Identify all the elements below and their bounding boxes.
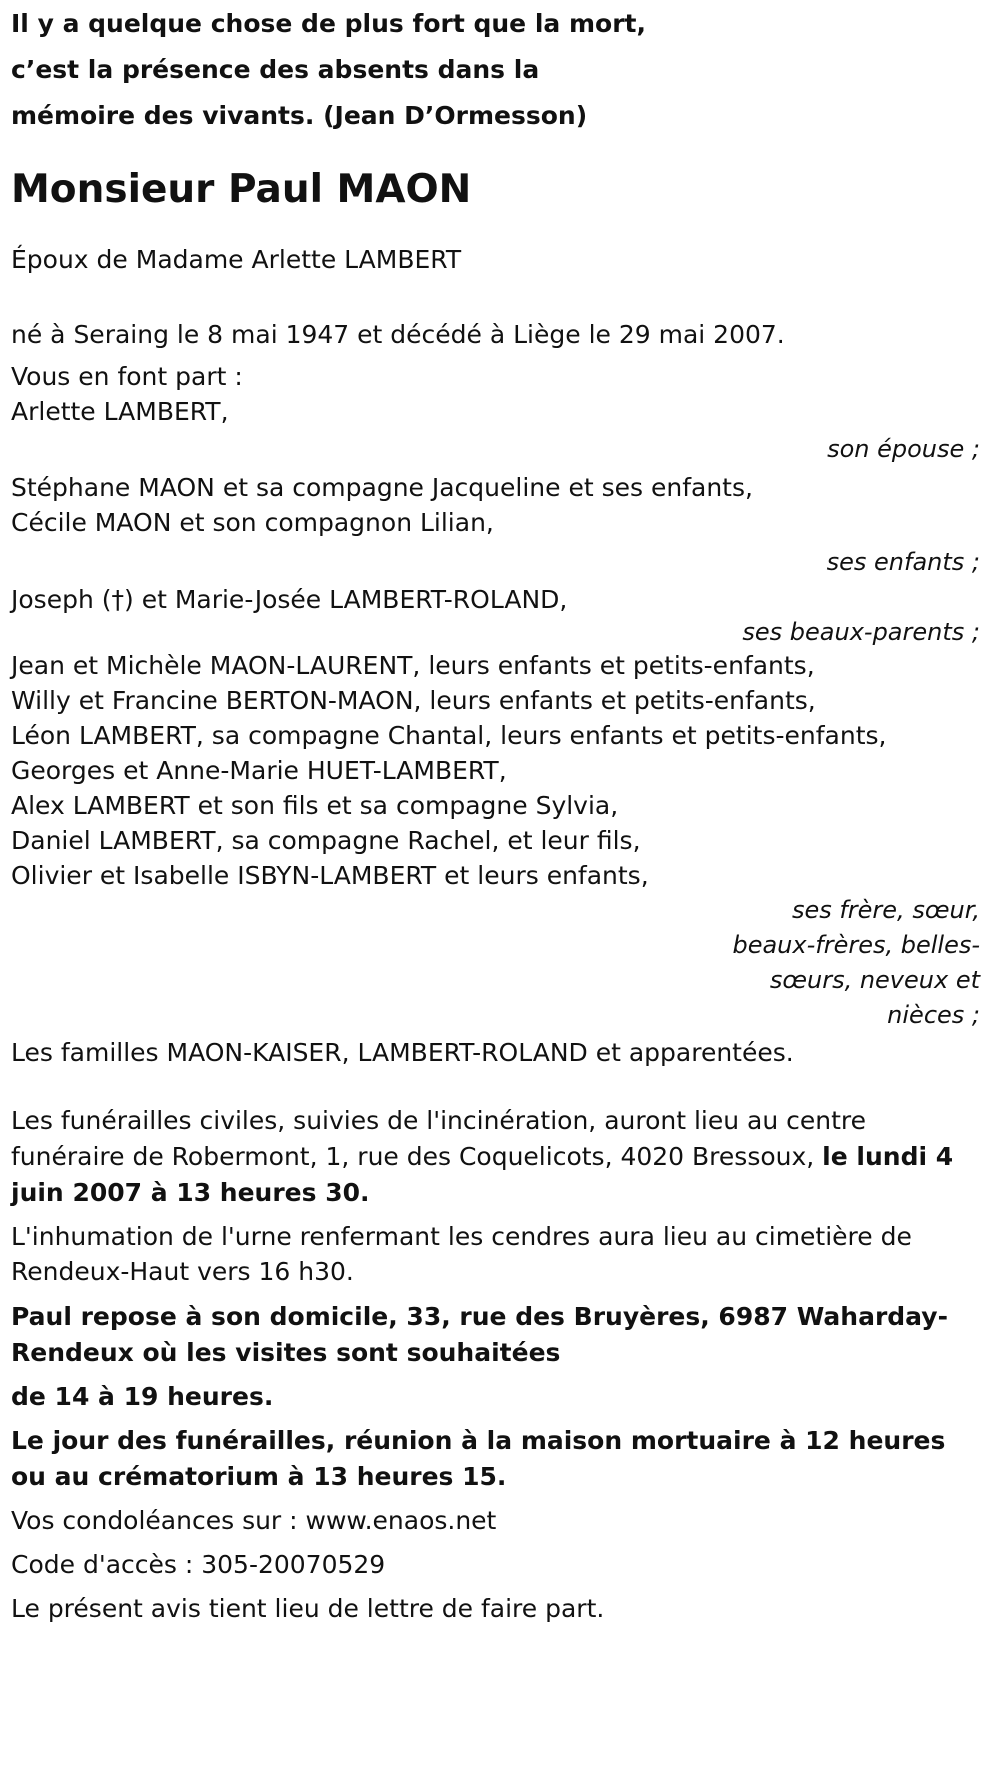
funeral-text: Les funérailles civiles, suivies de l'incinération, auront lieu au centre funéraire de Robermont, 1, rue des Coquelicots, 4020 Bressoux, [11,1106,867,1171]
family-line: Cécile MAON et son compagnon Lilian, [11,508,494,537]
repose-paragraph: Paul repose à son domicile, 33, rue des Bruyères, 6987 Waharday-Rendeux où les visites sont souhaitées [11,1302,948,1367]
visit-hours: de 14 à 19 heures. [11,1382,274,1411]
birth-death-line: né à Seraing le 8 mai 1947 et décédé à Liège le 29 mai 2007. [11,320,785,349]
meeting-paragraph: Le jour des funérailles, réunion à la maison mortuaire à 12 heures ou au crématorium à 13 heures 15. [11,1426,946,1491]
funeral-paragraph [11,1103,980,1211]
family-line: Willy et Francine BERTON-MAON, leurs enfants et petits-enfants, [11,686,816,715]
announcement-intro: Vous en font part : [11,362,243,391]
notice-line: Le présent avis tient lieu de lettre de faire part. [11,1594,605,1623]
quote-block [11,0,980,138]
relation-label: nièces ; [887,1001,980,1029]
family-group [11,648,980,1033]
relation-label: sœurs, neveux et [769,966,980,994]
family-line: Arlette LAMBERT, [11,397,229,426]
family-line: Jean et Michèle MAON-LAURENT, leurs enfants et petits-enfants, [11,651,815,680]
spouse-line: Époux de Madame Arlette LAMBERT [11,245,462,274]
quote-line: Il y a quelque chose de plus fort que la mort, [11,9,646,38]
deceased-name: Monsieur Paul MAON [11,167,472,212]
quote-line: mémoire des vivants. (Jean D’Ormesson) [11,101,588,130]
relation-label: ses frère, sœur, [791,896,980,924]
families-line: Les familles MAON-KAISER, LAMBERT-ROLAND et apparentées. [11,1038,794,1067]
relation-label: beaux-frères, belles- [732,931,980,959]
family-line: Georges et Anne-Marie HUET-LAMBERT, [11,756,507,785]
relation-label: ses beaux-parents ; [742,618,980,646]
family-group [11,584,980,648]
quote-line: c’est la présence des absents dans la [11,55,540,84]
funeral-date: le lundi 4 juin 2007 à 13 heures 30. [11,1142,954,1207]
relation-label: son épouse ; [827,435,980,463]
condolences-line: Vos condoléances sur : www.enaos.net [11,1506,497,1535]
family-line: Alex LAMBERT et son fils et sa compagne Sylvia, [11,791,619,820]
family-line: Olivier et Isabelle ISBYN-LAMBERT et leurs enfants, [11,861,649,890]
family-group [11,470,980,584]
family-group [11,396,980,470]
family-line: Joseph (†) et Marie-Josée LAMBERT-ROLAND, [11,585,568,614]
family-line: Léon LAMBERT, sa compagne Chantal, leurs enfants et petits-enfants, [11,721,887,750]
relation-label: ses enfants ; [826,548,980,576]
family-line: Stéphane MAON et sa compagne Jacqueline et ses enfants, [11,473,753,502]
access-code-line: Code d'accès : 305-20070529 [11,1550,386,1579]
burial-paragraph: L'inhumation de l'urne renfermant les cendres aura lieu au cimetière de Rendeux-Haut vers 16 h30. [11,1222,912,1286]
family-line: Daniel LAMBERT, sa compagne Rachel, et leur fils, [11,826,641,855]
